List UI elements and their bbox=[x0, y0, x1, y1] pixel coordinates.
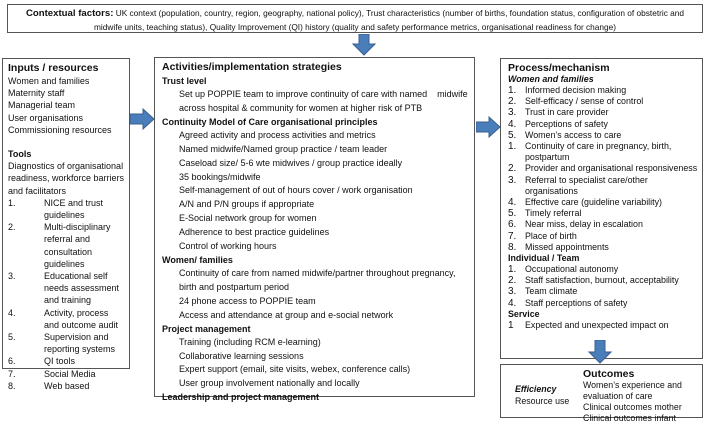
outcomes-title: Outcomes bbox=[583, 368, 635, 380]
women-mechanism-item-text: Place of birth bbox=[525, 230, 577, 241]
team-mechanism-item bbox=[508, 286, 702, 297]
arrow-right-icon bbox=[476, 116, 501, 138]
team-mechanism-item bbox=[508, 298, 702, 309]
women-mechanism-item-text: Perceptions of safety bbox=[525, 118, 608, 129]
activity-section-heading: Leadership and project management bbox=[162, 392, 320, 403]
women-mechanism-item bbox=[508, 141, 702, 163]
process-mechanism-box bbox=[500, 58, 703, 359]
service-mechanism-item-text: Expected and unexpected impact on bbox=[525, 319, 669, 330]
team-mechanism-item-number: 2. bbox=[508, 275, 517, 287]
outcomes-group bbox=[583, 368, 695, 424]
tool-item-number: 6. bbox=[8, 356, 16, 367]
tools-intro: Diagnostics of organisational readiness, workforce barriers and facilitators bbox=[8, 161, 125, 196]
women-mechanism-item bbox=[508, 242, 702, 253]
women-mechanism-item bbox=[508, 163, 702, 174]
women-mechanism-item-number: 1. bbox=[508, 85, 517, 96]
women-mechanism-item bbox=[508, 119, 702, 130]
tool-item bbox=[8, 221, 129, 270]
activity-item: Adherence to best practice guidelines bbox=[179, 227, 330, 238]
women-mechanism-item-number: 2. bbox=[508, 163, 517, 175]
activity-item: Training (including RCM e-learning) bbox=[179, 336, 321, 347]
tool-item-text: QI tools bbox=[44, 356, 76, 367]
tools-list bbox=[8, 197, 129, 392]
activity-item: A/N and P/N groups if appropriate bbox=[179, 199, 315, 210]
tool-item-number: 4. bbox=[8, 307, 16, 318]
team-mechanism-item-text: Staff satisfaction, burnout, acceptability bbox=[525, 275, 679, 286]
individual-team-list bbox=[508, 264, 702, 309]
tool-item-text: Activity, process and outcome audit bbox=[44, 307, 119, 330]
women-mechanism-item bbox=[508, 197, 702, 208]
activities-title: Activities/implementation strategies bbox=[162, 61, 342, 73]
women-mechanism-item-number: 2. bbox=[508, 96, 517, 108]
efficiency-item: Resource use bbox=[515, 396, 570, 406]
activities-sections bbox=[162, 75, 474, 404]
activity-item: E-Social network group for women bbox=[179, 213, 317, 224]
activities-strategies-box bbox=[154, 57, 475, 403]
inputs-title: Inputs / resources bbox=[8, 62, 99, 74]
women-mechanism-item-number: 8. bbox=[508, 241, 517, 253]
process-title: Process/mechanism bbox=[508, 62, 610, 74]
women-mechanism-item-number: 3. bbox=[508, 107, 517, 119]
activity-item: 24 phone access to POPPIE team bbox=[179, 295, 316, 306]
team-mechanism-item-number: 3. bbox=[508, 286, 517, 298]
tool-item bbox=[8, 307, 129, 331]
tool-item-text: NICE and trust guidelines bbox=[44, 197, 104, 221]
tool-item bbox=[8, 368, 129, 380]
arrow-down-icon bbox=[588, 340, 612, 364]
resource-item: Women and families bbox=[8, 76, 90, 86]
tool-item-number: 2. bbox=[8, 222, 16, 233]
activity-item: Collaborative learning sessions bbox=[179, 350, 304, 361]
tool-item-text: Multi-disciplinary referral and consultation guidelines bbox=[44, 222, 111, 269]
activity-section-heading: Trust level bbox=[162, 76, 207, 86]
activity-item: Named midwife/Named group practice / team leader bbox=[179, 143, 388, 154]
resource-item: Maternity staff bbox=[8, 88, 65, 99]
women-mechanism-item-text: Continuity of care in pregnancy, birth, postpartum bbox=[525, 141, 672, 163]
activity-item: Self-management of out of hours cover / work organisation bbox=[179, 185, 413, 196]
team-mechanism-item bbox=[508, 264, 702, 275]
women-mechanism-item-text: Missed appointments bbox=[525, 241, 609, 252]
women-mechanism-item bbox=[508, 130, 702, 141]
activity-item: Continuity of care from named midwife/partner throughout pregnancy, birth and postpartum period bbox=[179, 267, 458, 292]
women-mechanism-item-text: Referral to specialist care/other organisations bbox=[525, 174, 648, 196]
resource-item: Commissioning resources bbox=[8, 124, 112, 135]
team-mechanism-item-text: Team climate bbox=[525, 286, 578, 297]
service-mechanism-item bbox=[508, 320, 702, 331]
women-mechanism-item bbox=[508, 175, 702, 197]
tool-item-number: 1. bbox=[8, 197, 16, 208]
activity-section-heading: Continuity Model of Care organisational principles bbox=[162, 116, 378, 127]
resource-item: User organisations bbox=[8, 112, 84, 123]
activity-section-heading: Women/ families bbox=[162, 254, 233, 265]
activity-item: 35 bookings/midwife bbox=[179, 171, 261, 182]
arrow-down-icon bbox=[352, 34, 376, 56]
activity-item: Expert support (email, site visits, webex, conference calls) bbox=[179, 364, 411, 375]
resource-item: Managerial team bbox=[8, 100, 76, 111]
outcome-item: Clinical outcomes mother bbox=[583, 402, 682, 412]
tool-item-number: 5. bbox=[8, 332, 16, 343]
women-mechanism-item-text: Effective care (guideline variability) bbox=[525, 197, 662, 208]
women-mechanism-item-text: Self-efficacy / sense of control bbox=[525, 96, 644, 107]
women-mechanism-item-number: 4. bbox=[508, 197, 517, 209]
outcomes-box bbox=[500, 364, 703, 423]
tool-item-text: Social Media bbox=[44, 368, 96, 379]
team-mechanism-item-text: Occupational autonomy bbox=[525, 264, 619, 275]
outcome-item: Clinical outcomes infant bbox=[583, 413, 676, 423]
women-mechanism-item-number: 3. bbox=[508, 174, 517, 186]
tool-item-text: Supervision and reporting systems bbox=[44, 332, 116, 355]
tool-item bbox=[8, 270, 129, 307]
service-mechanism-item-number: 1 bbox=[508, 319, 514, 331]
women-mechanism-item bbox=[508, 85, 702, 96]
arrow-right-icon bbox=[130, 108, 155, 130]
tool-item-number: 8. bbox=[8, 380, 16, 391]
team-mechanism-item-number: 4. bbox=[508, 297, 517, 309]
women-mechanism-item-number: 6. bbox=[508, 219, 517, 231]
individual-team-heading: Individual / Team bbox=[508, 253, 580, 264]
efficiency-group bbox=[515, 383, 569, 407]
activity-item: Access and attendance at group and e-social network bbox=[179, 309, 394, 320]
contextual-factors-label: Contextual factors: bbox=[25, 8, 114, 19]
team-mechanism-item-text: Staff perceptions of safety bbox=[525, 297, 628, 308]
women-mechanism-item bbox=[508, 96, 702, 107]
women-families-list bbox=[508, 85, 702, 253]
women-mechanism-item-text: Provider and organisational responsiveness bbox=[525, 163, 698, 174]
tool-item bbox=[8, 331, 129, 355]
tool-item-number: 3. bbox=[8, 271, 16, 282]
women-mechanism-item-text: Trust in care provider bbox=[525, 107, 609, 118]
women-mechanism-item-text: Women’s access to care bbox=[525, 129, 622, 140]
tool-item-number: 7. bbox=[8, 368, 16, 379]
women-mechanism-item-number: 7. bbox=[508, 230, 517, 242]
tools-title: Tools bbox=[8, 149, 32, 160]
women-mechanism-item-text: Timely referral bbox=[525, 208, 582, 219]
efficiency-label: Efficiency bbox=[515, 384, 557, 394]
service-heading: Service bbox=[508, 308, 540, 319]
women-mechanism-item-text: Informed decision making bbox=[525, 85, 627, 95]
activity-item: Control of working hours bbox=[179, 241, 277, 252]
activity-item: User group involvement nationally and locally bbox=[179, 378, 360, 389]
activity-item: Set up POPPIE team to improve continuity of care with named midwife across hospital & community for women at higher risk of PTB bbox=[179, 89, 471, 113]
outcome-item: Women’s experience and evaluation of care bbox=[583, 380, 682, 401]
tool-item-text: Educational self needs assessment and training bbox=[44, 271, 120, 306]
activity-item: Caseload size/ 5-6 wte midwives / group practice ideally bbox=[179, 157, 403, 168]
team-mechanism-item-number: 1. bbox=[508, 264, 517, 276]
inputs-resources-box bbox=[2, 58, 130, 391]
women-mechanism-item-number: 5. bbox=[508, 129, 517, 141]
contextual-factors-text: UK context (population, country, region, geography, national policy), Trust characteristics (number of births, foundation status, configuration of obstetric and midwife units, teaching status), Quality Improvement (QI) history (quality and safety performance metrics, organisational readiness for change) bbox=[93, 8, 685, 32]
activity-item: Agreed activity and process activities and metrics bbox=[179, 129, 376, 140]
women-mechanism-item bbox=[508, 231, 702, 242]
service-list bbox=[508, 320, 702, 331]
women-mechanism-item bbox=[508, 107, 702, 118]
women-mechanism-item-text: Near miss, delay in escalation bbox=[525, 219, 643, 230]
women-mechanism-item bbox=[508, 208, 702, 219]
tool-item bbox=[8, 197, 129, 221]
women-mechanism-item-number: 1. bbox=[508, 141, 517, 153]
tool-item bbox=[8, 355, 129, 367]
women-families-heading: Women and families bbox=[508, 74, 594, 84]
women-mechanism-item-number: 4. bbox=[508, 118, 517, 130]
tool-item bbox=[8, 380, 129, 392]
women-mechanism-item bbox=[508, 219, 702, 230]
women-mechanism-item-number: 5. bbox=[508, 208, 517, 220]
team-mechanism-item bbox=[508, 275, 702, 286]
contextual-factors-box bbox=[7, 4, 703, 33]
tool-item-text: Web based bbox=[44, 380, 90, 391]
activity-section-heading: Project management bbox=[162, 323, 251, 334]
